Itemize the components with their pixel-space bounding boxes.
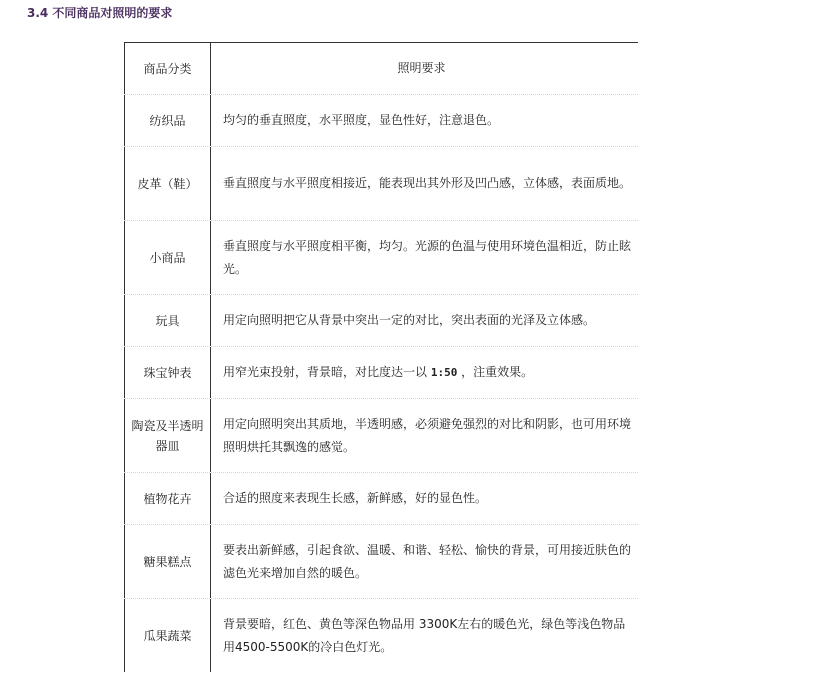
table-row: [124, 599, 638, 672]
category-cell: 珠宝钟表: [124, 347, 211, 398]
header-category: 商品分类: [124, 43, 211, 94]
requirement-cell: 用定向照明把它从背景中突出一定的对比，突出表面的光泽及立体感。: [223, 313, 596, 327]
requirement-cell: 合适的照度来表现生长感，新鲜感，好的显色性。: [223, 491, 488, 505]
table-row: [124, 473, 638, 525]
lighting-requirements-table: [124, 42, 638, 672]
category-cell: 纺织品: [124, 95, 211, 146]
category-cell: 陶瓷及半透明器皿: [124, 399, 211, 472]
table-row: [124, 95, 638, 147]
requirement-cell: 垂直照度与水平照度相接近，能表现出其外形及凹凸感，立体感，表面质地。: [223, 176, 632, 190]
requirement-text: 用窄光束投射，背景暗，对比度达一以: [223, 365, 428, 379]
category-cell: 糖果糕点: [124, 525, 211, 598]
requirement-text: ，注重效果。: [461, 365, 534, 379]
table-row: [124, 525, 638, 599]
requirement-cell: 背景要暗，红色、黄色等深色物品用 3300K左右的暖色光，绿色等浅色物品用4500-5500K的冷白色灯光。: [223, 616, 626, 654]
table-row: [124, 347, 638, 399]
category-cell: 植物花卉: [124, 473, 211, 524]
table-row: [124, 295, 638, 347]
requirement-cell: 用定向照明突出其质地，半透明感，必须避免强烈的对比和阴影，也可用环境照明烘托其飘逸的感觉。: [223, 416, 632, 454]
table-row: [124, 221, 638, 295]
table-header-row: [124, 43, 638, 95]
requirement-cell: [211, 347, 638, 398]
category-cell: 皮革（鞋）: [124, 147, 211, 220]
table-row: [124, 399, 638, 473]
contrast-ratio: 1:50: [430, 366, 458, 379]
category-cell: 玩具: [124, 295, 211, 346]
category-cell: 小商品: [124, 221, 211, 294]
requirement-cell: 垂直照度与水平照度相平衡，均匀。光源的色温与使用环境色温相近，防止眩光。: [223, 238, 632, 276]
requirement-cell: 均匀的垂直照度，水平照度，显色性好，注意退色。: [223, 113, 500, 127]
requirement-cell: 要表出新鲜感，引起食欲、温暖、和谐、轻松、愉快的背景，可用接近肤色的滤色光来增加自然的暖色。: [223, 542, 632, 580]
category-cell: 瓜果蔬菜: [124, 599, 211, 672]
table-row: [124, 147, 638, 221]
section-heading: 3.4 不同商品对照明的要求: [27, 6, 173, 20]
header-requirement: 照明要求: [397, 61, 446, 75]
